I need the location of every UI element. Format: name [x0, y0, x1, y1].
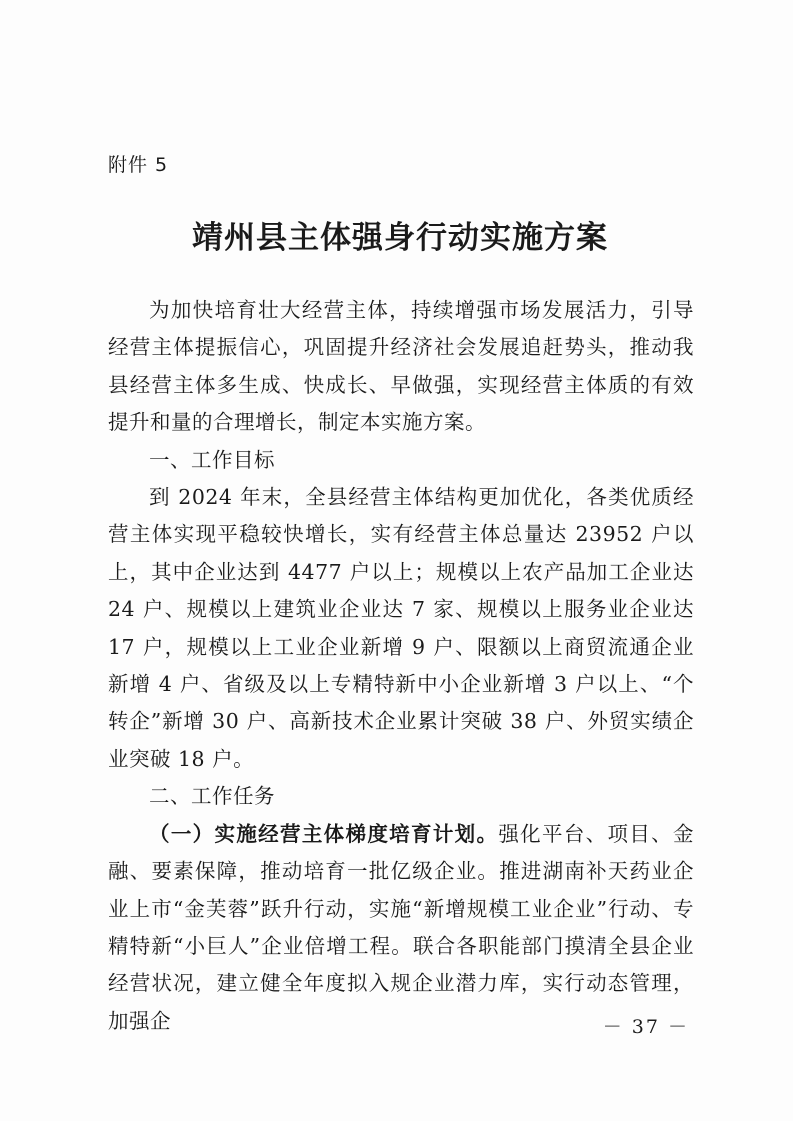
goals-paragraph: 到 2024 年末，全县经营主体结构更加优化，各类优质经营主体实现平稳较快增长，实有经营主体总量达 23952 户以上，其中企业达到 4477 户以上；规模以上农产品加工企业达 24 户、规模以上建筑业企业达 7 家、规模以上服务业企业达 17 户，规模以上工业企业新增 9 户、限额以上商贸流通企业新增 4 户、省级及以上专精特新中小企业新增 3 户以上、“个转企”新增 30 户、高新技术企业累计突破 38 户、外贸实绩企业突破 18 户。	[108, 485, 694, 771]
document-body	[108, 292, 694, 1040]
attachment-label: 附件 5	[108, 154, 169, 176]
page-number: － 37 －	[602, 1016, 689, 1038]
task-item-1	[108, 816, 694, 1040]
document-title: 靖州县主体强身行动实施方案	[192, 220, 608, 256]
task-item-1-text: 强化平台、项目、金融、要素保障，推动培育一批亿级企业。推进湖南补天药业企业上市“金芙蓉”跃升行动，实施“新增规模工业企业”行动、专精特新“小巨人”企业倍增工程。联合各职能部门摸清全县企业经营状况，建立健全年度拟入规企业潜力库，实行动态管理，加强企	[108, 821, 695, 1033]
section-heading-tasks: 二、工作任务	[149, 784, 275, 809]
intro-paragraph: 为加快培育壮大经营主体，持续增强市场发展活力，引导经营主体提振信心，巩固提升经济社会发展追赶势头，推动我县经营主体多生成、快成长、早做强，实现经营主体质的有效提升和量的合理增长，制定本实施方案。	[108, 298, 694, 435]
section-heading-goals: 一、工作目标	[149, 447, 275, 472]
task-item-1-lead: （一）实施经营主体梯度培育计划。	[149, 821, 499, 846]
